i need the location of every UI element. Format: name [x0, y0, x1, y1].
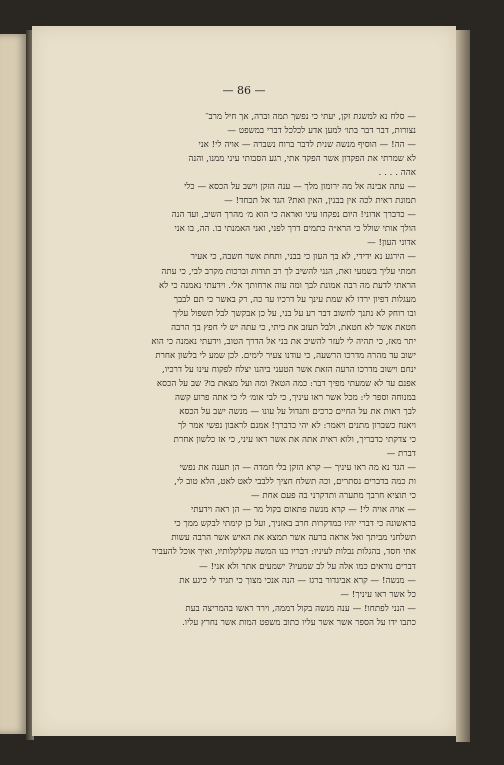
paragraph — [72, 208, 428, 250]
paragraph — [72, 250, 428, 461]
text-line: ובו רוחק לא נתנך לחשוב דבר רע על בני, על כן אבקשך לבל תשפול עליך — [172, 308, 416, 319]
text-line: כל אשר ראו עיניך! — — [340, 589, 416, 600]
text-line: — כדברך אדוני! היום נפקחו עיני ואראה כי הוא מ׳ מהרך השיב, ועד הנה — [171, 210, 416, 221]
text-line: ויאנח כשברון מתנים ויאמר: לא יהי כדברך! אמנם לראבון נפשי אמר לך — [178, 421, 416, 432]
text-line: — הירגע נא ידידי, לא בך העון כי בבני, ותחת אשר חשבה, כי אעיר — [190, 252, 416, 263]
text-line: בראשונה כי דברי יהיו כמדקרות חרב באזניך, ועל כן קימתי לבקש ממך כי — [174, 519, 416, 530]
text-line: ישוב עד מהרה מדרכו הרשעה, כי עודנו צעיר לימים. לכן שמע לי בלשון אחרת — [155, 350, 416, 361]
text-line: יתר מאז, כי תהיה לי לעזר להשיב את בני אל הדרך הטוב, וידעתי נאמנה כי הוא — [151, 336, 416, 347]
page-block-edge — [456, 30, 470, 742]
book-page — [32, 26, 456, 736]
text-line: דברים נוראים כמו אלה על לב שמעיו? ישמעים אתר ולא אני! — — [199, 561, 416, 572]
text-line: — אויה אויה לי! — קרא מנשה פתאום בקול מר — הן ראה וידעתי — [191, 505, 416, 516]
text-line: כי צדקתי כדבריך, ולוא ראית אתה את אשר ראו עיני, כי אז כלשון אחרת — [173, 435, 416, 446]
text-line: לבך ראות את על החיים כרכים ותגדול על עונו — מנשה ישב על הכסא — [179, 406, 416, 417]
text-line: אתי חסד, בהגלות נבלות לעיניו: דבריו בנו המשה עקלקלותיו, ואיך אוכל להעביר — [152, 547, 416, 558]
text-line: כתבו ידו על הספר אשר אשר עליו כתוב משפט המות אשר נחרץ עליו. — [181, 617, 416, 628]
text-line: דברת — — [386, 449, 416, 460]
text-line: תשלחני מביתך ואל אראה ברעה אשר תמצא את האיש אשר הרבה עשות — [171, 533, 416, 544]
text-line: ות כמה בדברים נסתרים, וכה תשלח חציך ללבבי לאט לאט, הלא טוב לי, — [174, 477, 416, 488]
text-line: אפנם עד לא שמעתי מפיך דבר: כמה הטא? ומה ועל מצאת בו? שב על הכסא — [156, 378, 416, 389]
text-line: — הה! — הוסיף מנשה שנית לדבר ברוח נשברה — אויה לי! אני — [198, 140, 416, 151]
text-line: תמונת ראית לכה אין בבנין, האין ואת? הגד אל תכחד! — — [224, 196, 416, 207]
text-line: הולך אותי שולל כי הרא״ה כתמים דרך לפני, ואני האמנתי בו. הה, בו אני — [174, 224, 416, 235]
text-line: חטאת אשר לא חטאת, ולבל תעזב את ביתי, כי עתה יש לי חפץ בך הרבה — [171, 322, 416, 333]
paragraph — [72, 574, 428, 602]
paragraph — [72, 602, 428, 630]
left-page-edge — [0, 34, 28, 734]
text-line: אדוני העון! — — [367, 238, 416, 249]
text-line: — מנשה! — קרא אביגדור ברגז — הנה אנכי מצוך כי תגיד לי כיגע את — [179, 575, 416, 586]
paragraph — [72, 180, 428, 208]
text-line: במנוחה וספר לי: מכל אשר ראו עיניך, כי לבי אומ׳ לי כי אתה פרוע קשה — [175, 392, 416, 403]
page-text — [72, 110, 428, 630]
text-line: — עתה אבינה אל מה ירומון מלך — ענה הזקן וישב על הכסא — כלי — [184, 182, 416, 193]
text-line: — סלח נא למשגת זקן, יעתי כי נפשך תמה וברה, אך חיל מרב־ — [205, 112, 416, 122]
text-line: לא שמרתי את הפקדון אשר הפקד אתי, רגע הסבותי עיני ממנו, והנה — [188, 154, 416, 165]
paragraph — [72, 110, 428, 138]
text-line: — הנני לפתחו! — ענה מנשה בקול דממה, וירד ראשו בהמריצה בעת — [185, 603, 416, 614]
text-line: ינחם וישוב מדרכו הרעה הזאת אשר הטעני ביהנו יצלח לפקוח עינו על דרכיו, — [162, 364, 416, 375]
paragraph — [72, 138, 428, 180]
text-line: נצורות, דבר דבר בתו׳ למען אדע לכלכל דברי במשפט — — [227, 126, 416, 137]
text-line: מעגלות דפיון ירדו לא שמת עינך על דרכיו עד כה, רק באשר כי תם לבבך — [173, 294, 416, 305]
paragraph — [72, 461, 428, 503]
text-line: אהה . . . . — [378, 168, 416, 179]
paragraph — [72, 503, 428, 573]
text-line: הראתי לדעת מה רבה אמונת לבך ומה עוה ארחותך אלי. וידעתי נאמנה כי לא — [159, 280, 416, 291]
text-line: חמתי עליך בשמעי זאת, הנני להשיב לך רב תודות וברכות מקרב לבי, כי עתה — [161, 266, 416, 277]
page-number: — 86 — — [222, 84, 266, 97]
text-line: — הגד נא מה ראו עיניך — קרא הזקן בלי חמדה — הן תענה את נפשי — [179, 463, 416, 474]
text-line: כי תוציא חרבך מתערה ותדקרני בה פעם אחת — — [250, 491, 416, 502]
